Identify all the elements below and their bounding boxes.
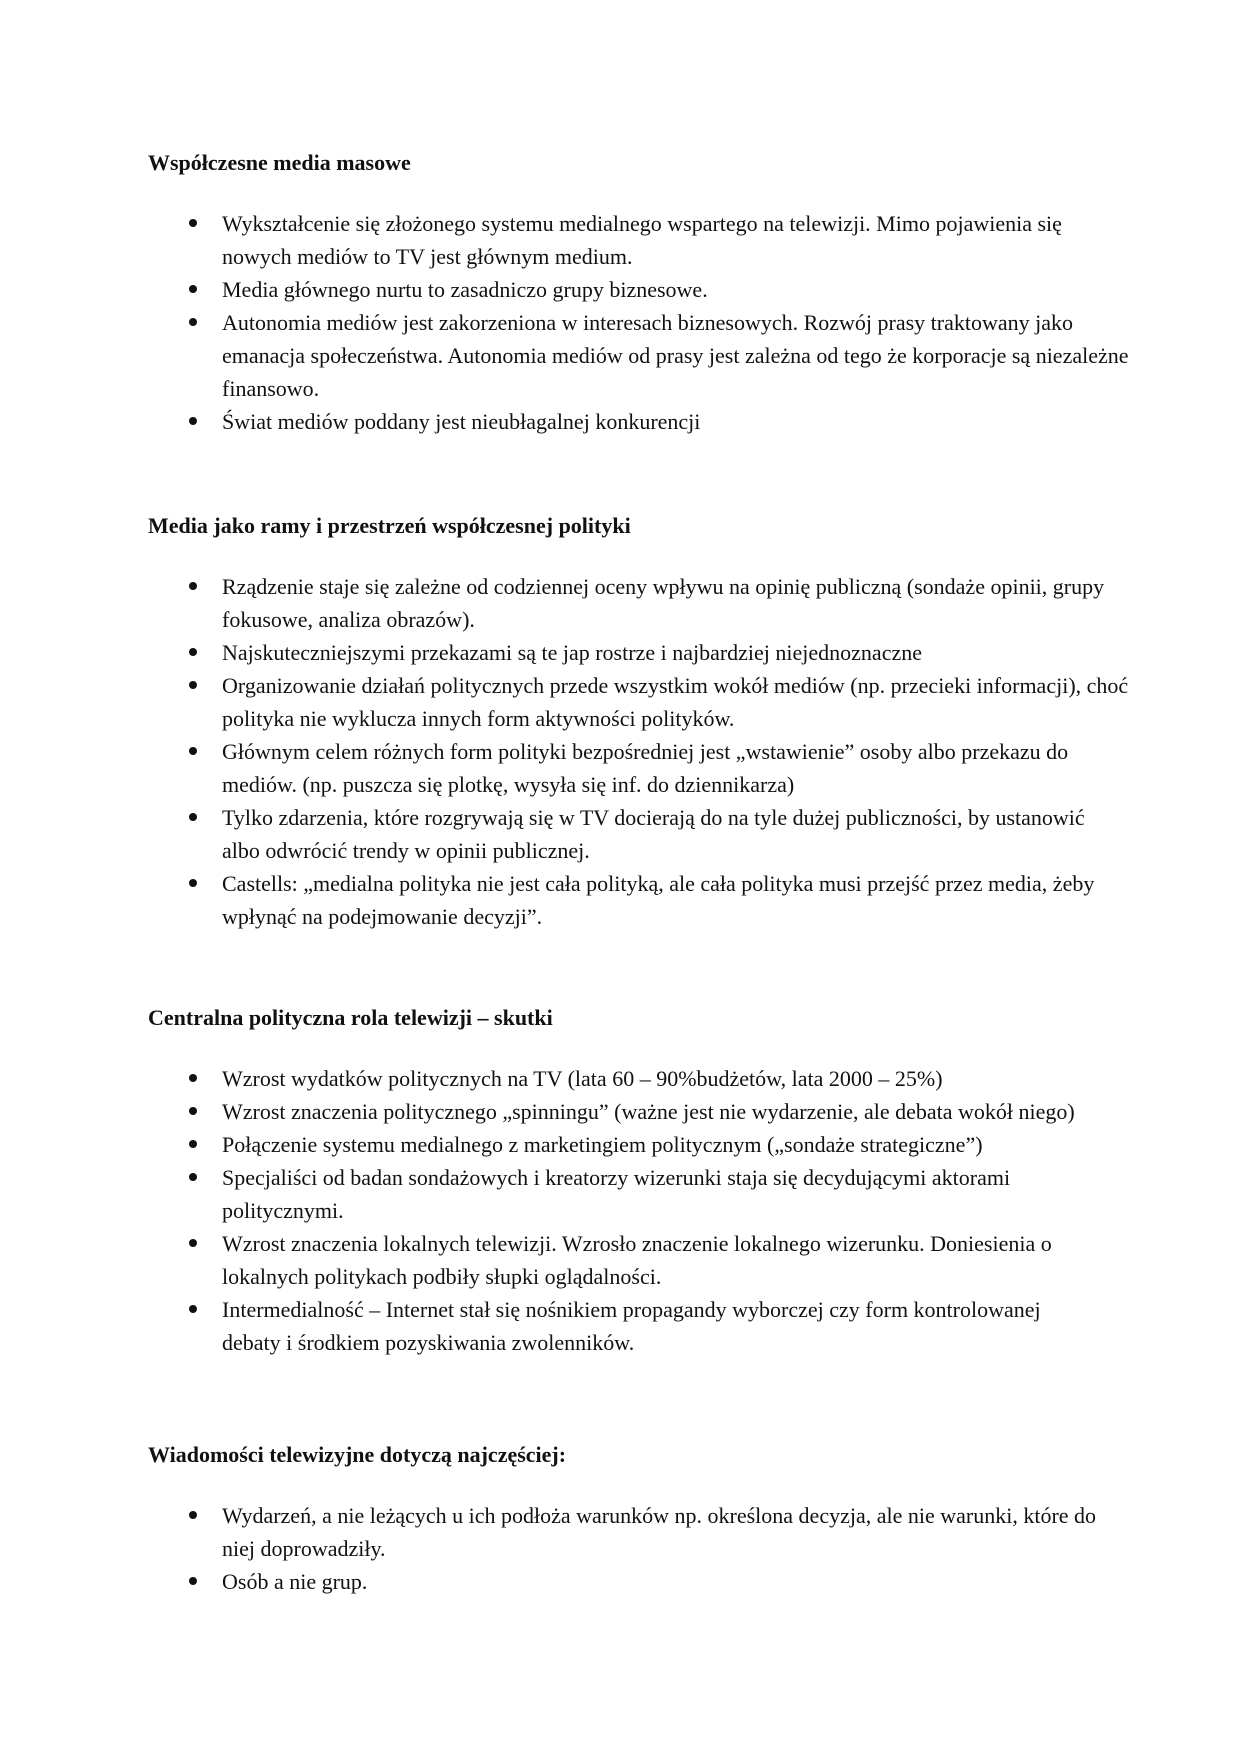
bullet-icon (189, 582, 197, 590)
bullet-icon (189, 1140, 197, 1148)
list-item (148, 1227, 1102, 1293)
list-item (148, 636, 1232, 669)
bullet-icon (189, 417, 197, 425)
list-item (148, 207, 1122, 273)
list-item-text: Autonomia mediów jest zakorzeniona w interesach biznesowych. Rozwój prasy traktowany jako emanacja społeczeństwa. Autonomia mediów od prasy jest zależna od tego że korporacje są niezależne finansowo. (222, 310, 1129, 401)
bullet-icon (189, 1511, 197, 1519)
section-heading: Centralna polityczna rola telewizji – skutki (148, 1005, 553, 1030)
bullet-list (148, 1062, 1108, 1359)
bullet-icon (189, 648, 197, 656)
list-item-text: Tylko zdarzenia, które rozgrywają się w TV docierają do na tyle dużej publiczności, by ustanowić albo odwrócić trendy w opinii publicznej. (222, 805, 1085, 863)
bullet-icon (189, 879, 197, 887)
list-item (148, 1128, 1232, 1161)
list-item (148, 273, 1232, 306)
bullet-icon (189, 285, 197, 293)
bullet-icon (189, 1074, 197, 1082)
list-item-text: Intermedialność – Internet stał się nośnikiem propagandy wyborczej czy form kontrolowanej debaty i środkiem pozyskiwania zwolenników. (222, 1297, 1041, 1355)
bullet-icon (189, 813, 197, 821)
list-item (148, 801, 1122, 867)
list-item (148, 1062, 1232, 1095)
list-item-text: Wzrost znaczenia lokalnych telewizji. Wzrosło znaczenie lokalnego wizerunku. Doniesienia o lokalnych politykach podbiły słupki oglądalności. (222, 1231, 1052, 1289)
bullet-icon (189, 219, 197, 227)
bullet-icon (189, 1107, 197, 1115)
section-wspolczesne-media (148, 150, 1129, 438)
list-item-text: Specjaliści od badan sondażowych i kreatorzy wizerunki staja się decydującymi aktorami politycznymi. (222, 1165, 1011, 1223)
list-item-text: Świat mediów poddany jest nieubłagalnej konkurencji (222, 409, 701, 434)
section-wiadomosci-telewizyjne (148, 1442, 1108, 1598)
list-item (148, 1565, 1232, 1598)
list-item (148, 1293, 1102, 1359)
bullet-list (148, 207, 1129, 438)
list-item-text: Najskuteczniejszymi przekazami są te jap rostrze i najbardziej niejednoznaczne (222, 640, 922, 665)
list-item (148, 735, 1142, 801)
list-item-text: Osób a nie grup. (222, 1569, 368, 1594)
list-item (148, 1161, 1102, 1227)
list-item-text: Wykształcenie się złożonego systemu medialnego wspartego na telewizji. Mimo pojawienia się nowych mediów to TV jest głównym medium. (222, 211, 1062, 269)
bullet-list (148, 570, 1129, 933)
bullet-icon (189, 318, 197, 326)
list-item-text: Wzrost wydatków politycznych na TV (lata 60 – 90%budżetów, lata 2000 – 25%) (222, 1066, 943, 1091)
section-heading: Wiadomości telewizyjne dotyczą najczęściej: (148, 1442, 567, 1467)
bullet-icon (189, 1305, 197, 1313)
list-item-text: Połączenie systemu medialnego z marketingiem politycznym („sondaże strategiczne”) (222, 1132, 983, 1157)
list-item-text: Głównym celem różnych form polityki bezpośredniej jest „wstawienie” osoby albo przekazu do mediów. (np. puszcza się plotkę, wysyła się inf. do dziennikarza) (222, 739, 1069, 797)
list-item-text: Castells: „medialna polityka nie jest cała polityką, ale cała polityka musi przejść przez media, żeby wpłynąć na podejmowanie decyzji”. (222, 871, 1095, 929)
bullet-icon (189, 1173, 197, 1181)
list-item (148, 306, 1152, 405)
section-centralna-rola-telewizji (148, 1005, 1108, 1359)
list-item-text: Wydarzeń, a nie leżących u ich podłoża warunków np. określona decyzja, ale nie warunki, które do niej doprowadziły. (222, 1503, 1097, 1561)
list-item (148, 1499, 1102, 1565)
list-item-text: Rządzenie staje się zależne od codziennej oceny wpływu na opinię publiczną (sondaże opinii, grupy fokusowe, analiza obrazów). (222, 574, 1105, 632)
bullet-icon (189, 1577, 197, 1585)
list-item (148, 867, 1152, 933)
section-heading: Media jako ramy i przestrzeń współczesnej polityki (148, 513, 631, 538)
list-item (148, 570, 1152, 636)
list-item (148, 405, 1232, 438)
list-item-text: Organizowanie działań politycznych przede wszystkim wokół mediów (np. przecieki informacji), choć polityka nie wyklucza innych form aktywności polityków. (222, 673, 1129, 731)
section-media-jako-ramy (148, 513, 1129, 933)
section-heading: Współczesne media masowe (148, 150, 411, 175)
bullet-icon (189, 1239, 197, 1247)
list-item (148, 1095, 1112, 1128)
bullet-list (148, 1499, 1108, 1598)
bullet-icon (189, 747, 197, 755)
list-item-text: Wzrost znaczenia politycznego „spinningu” (ważne jest nie wydarzenie, ale debata wokół niego) (222, 1099, 1075, 1124)
list-item (148, 669, 1142, 735)
list-item-text: Media głównego nurtu to zasadniczo grupy biznesowe. (222, 277, 708, 302)
bullet-icon (189, 681, 197, 689)
